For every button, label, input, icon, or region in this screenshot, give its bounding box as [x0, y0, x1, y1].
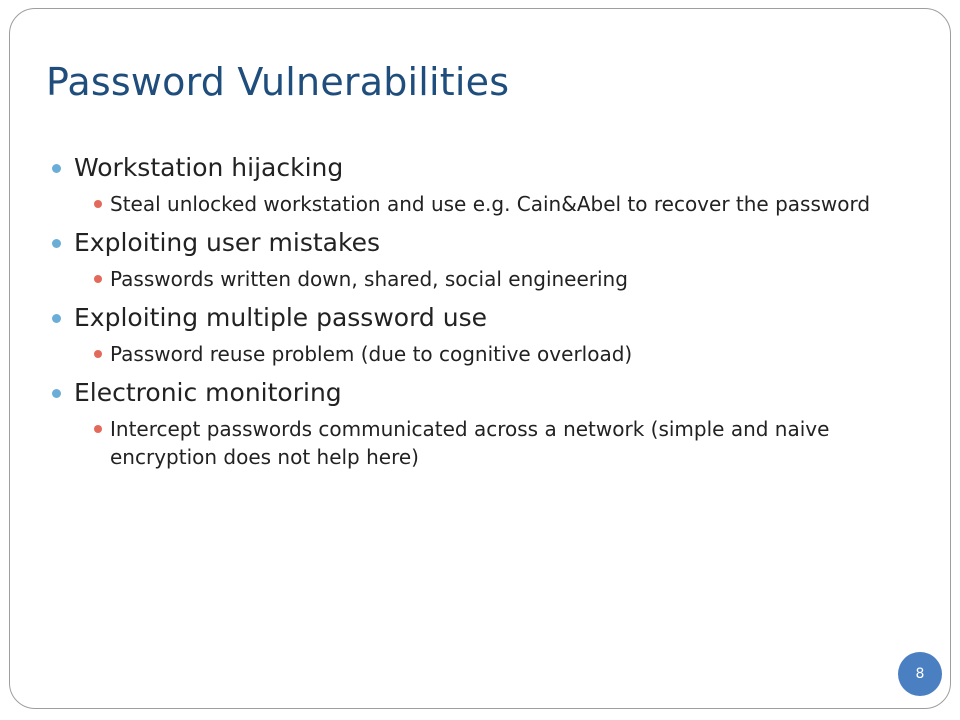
bullet-text: Exploiting user mistakes	[74, 228, 380, 257]
bullet-dot-icon	[52, 314, 61, 323]
sub-bullet-text: Password reuse problem (due to cognitive overload)	[110, 342, 633, 366]
sub-bullet-list	[74, 265, 912, 293]
sub-bullet-item	[82, 415, 910, 471]
sub-bullet-list	[74, 190, 912, 218]
bullet-text: Workstation hijacking	[74, 153, 344, 182]
bullet-text: Exploiting multiple password use	[74, 303, 487, 332]
sub-bullet-list	[74, 415, 912, 471]
bullet-item	[52, 153, 912, 218]
bullet-list	[52, 153, 912, 471]
bullet-item	[52, 378, 912, 471]
sub-bullet-item	[82, 340, 910, 368]
sub-bullet-item	[82, 190, 910, 218]
sub-bullet-item	[82, 265, 910, 293]
sub-bullet-dot-icon	[94, 350, 102, 358]
page-number-badge	[898, 652, 942, 696]
sub-bullet-text: Steal unlocked workstation and use e.g. Cain&Abel to recover the password	[110, 192, 871, 216]
bullet-dot-icon	[52, 239, 61, 248]
slide-title: Password Vulnerabilities	[46, 60, 510, 104]
sub-bullet-dot-icon	[94, 200, 102, 208]
sub-bullet-text: Passwords written down, shared, social engineering	[110, 267, 628, 291]
page-number: 8	[915, 666, 925, 682]
sub-bullet-list	[74, 340, 912, 368]
bullet-item	[52, 303, 912, 368]
sub-bullet-dot-icon	[94, 275, 102, 283]
bullet-text: Electronic monitoring	[74, 378, 342, 407]
sub-bullet-dot-icon	[94, 425, 102, 433]
sub-bullet-text: Intercept passwords communicated across a network (simple and naive encryption does not help here)	[110, 417, 830, 469]
bullet-item	[52, 228, 912, 293]
bullet-dot-icon	[52, 389, 61, 398]
bullet-dot-icon	[52, 164, 61, 173]
